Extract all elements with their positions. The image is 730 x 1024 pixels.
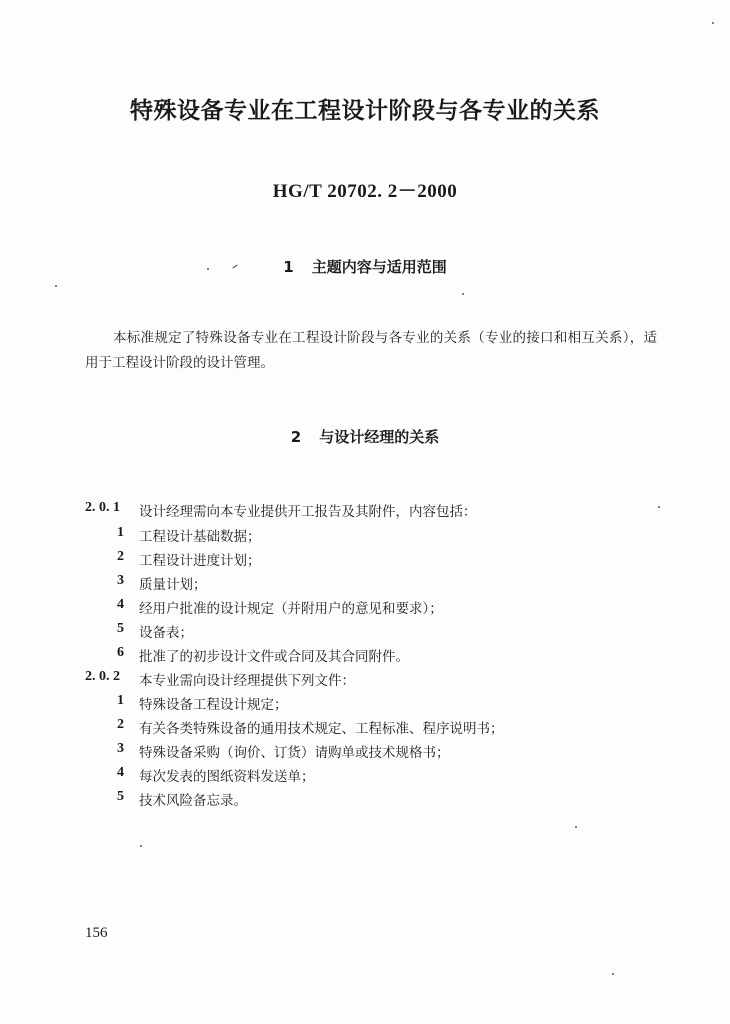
scan-speck [207, 268, 209, 270]
list-item-text: 每次发表的图纸资料发送单； [139, 769, 315, 785]
scan-speck [55, 285, 57, 287]
scope-paragraph: 本标准规定了特殊设备专业在工程设计阶段与各专业的关系（专业的接口和相互关系），适用于工程设计阶段的设计管理。 [85, 330, 657, 371]
clause-number: 2. 0. 1 [85, 500, 120, 515]
list-item-number: 3 [117, 741, 124, 756]
list-item-number: 2 [117, 717, 124, 732]
clause-text: 设计经理需向本专业提供开工报告及其附件，内容包括： [139, 504, 477, 520]
standard-code: HG/T 20702. 2－2000 [272, 181, 458, 202]
list-item-text: 特殊设备采购（询价、订货）请购单或技术规格书； [139, 745, 450, 761]
list-item-number: 1 [117, 525, 124, 540]
section-title: 主题内容与适用范围 [311, 258, 447, 276]
section-title: 与设计经理的关系 [319, 428, 440, 446]
scan-speck [712, 22, 714, 24]
list-item-text: 特殊设备工程设计规定； [139, 697, 288, 713]
section-heading-1 [0, 256, 730, 277]
list-item-number: 4 [117, 597, 124, 612]
list-item-number: 4 [117, 765, 124, 780]
scan-speck [575, 826, 577, 828]
clause-text: 本专业需向设计经理提供下列文件： [139, 673, 355, 689]
list-item-text: 批准了的初步设计文件或合同及其合同附件。 [139, 649, 409, 665]
list-item-number: 5 [117, 621, 124, 636]
section-heading-2 [0, 426, 730, 447]
list-item-number: 5 [117, 789, 124, 804]
list-item-text: 设备表； [139, 625, 193, 641]
scan-speck [462, 293, 464, 295]
list-item-text: 经用户批准的设计规定（并附用户的意见和要求）； [139, 601, 443, 617]
scan-speck [658, 506, 660, 508]
scan-speck [612, 973, 614, 975]
list-item-text: 质量计划； [139, 577, 207, 593]
scan-speck [140, 845, 142, 847]
list-item-text: 工程设计进度计划； [139, 553, 261, 569]
clause-number: 2. 0. 2 [85, 669, 120, 684]
list-item-text: 工程设计基础数据； [139, 529, 261, 545]
section-number: 2 [290, 428, 302, 446]
list-item-text: 技术风险备忘录。 [139, 793, 247, 809]
list-item-number: 2 [117, 549, 124, 564]
list-item-number: 1 [117, 693, 124, 708]
section-number: 1 [283, 258, 294, 276]
list-item-number: 3 [117, 573, 124, 588]
document-title: 特殊设备专业在工程设计阶段与各专业的关系 [130, 98, 600, 124]
list-item-number: 6 [117, 645, 124, 660]
page-number: 156 [85, 925, 108, 941]
list-item-text: 有关各类特殊设备的通用技术规定、工程标准、程序说明书； [139, 721, 504, 737]
